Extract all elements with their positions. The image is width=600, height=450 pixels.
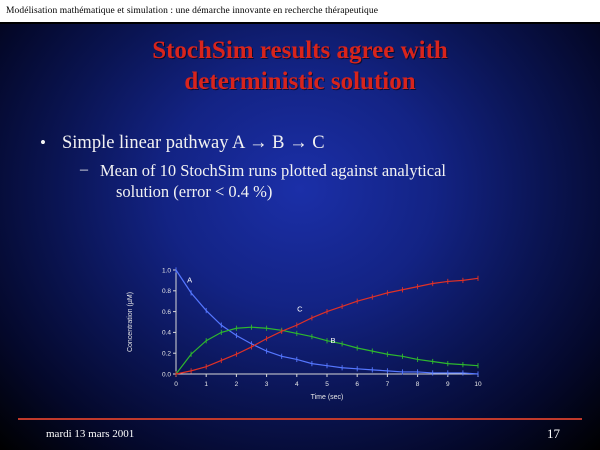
- y-tick-label: 0.4: [161, 329, 171, 337]
- x-tick-label: 7: [385, 381, 390, 388]
- header-divider: [0, 22, 600, 24]
- bullet-item-level1: [36, 132, 566, 156]
- page-title: [40, 36, 560, 97]
- x-tick-label: 10: [474, 381, 482, 388]
- footer-page-number: 17: [547, 426, 560, 441]
- series-label-B: B: [330, 335, 336, 345]
- x-tick-label: 4: [294, 381, 299, 388]
- title-line-1: StochSim results agree with: [152, 37, 448, 64]
- chart-svg: [118, 258, 490, 410]
- results-chart: [118, 258, 490, 410]
- bullet-marker-dash: –: [80, 160, 88, 178]
- y-tick-label: 0.2: [161, 350, 171, 358]
- bullet-text-level2: Mean of 10 StochSim runs plotted against analytical: [100, 160, 446, 180]
- x-tick-label: 5: [325, 381, 329, 388]
- x-tick-label: 6: [355, 381, 360, 388]
- footer-divider: [18, 418, 582, 420]
- x-tick-label: 3: [264, 381, 269, 388]
- bullet-marker-dot: •: [40, 133, 46, 152]
- series-label-A: A: [187, 275, 193, 285]
- x-tick-label: 0: [174, 381, 178, 388]
- bullet-text-level2-continued: solution (error < 0.4 %): [116, 182, 273, 202]
- x-tick-label: 8: [415, 381, 420, 388]
- series-label-C: C: [297, 304, 303, 314]
- x-tick-label: 1: [204, 381, 209, 388]
- y-tick-label: 0.0: [161, 371, 171, 379]
- y-tick-label: 0.6: [161, 308, 171, 316]
- bullet-item-level2: [36, 160, 566, 203]
- slide-header-banner: [0, 0, 600, 22]
- y-tick-label: 1.0: [161, 267, 171, 275]
- x-tick-label: 2: [234, 381, 239, 388]
- footer-date: mardi 13 mars 2001: [46, 428, 135, 440]
- y-tick-label: 0.8: [161, 288, 171, 296]
- x-tick-label: 9: [445, 381, 450, 388]
- y-axis-label: Concentration (µM): [127, 291, 134, 353]
- x-axis-label: Time (sec): [310, 394, 344, 401]
- bullet-text-level1: Simple linear pathway A → B → C: [62, 133, 325, 153]
- header-text: Modélisation mathématique et simulation : une démarche innovante en recherche thérapeutique: [6, 6, 379, 16]
- bullet-list: [36, 132, 566, 203]
- title-line-2: deterministic solution: [184, 67, 416, 95]
